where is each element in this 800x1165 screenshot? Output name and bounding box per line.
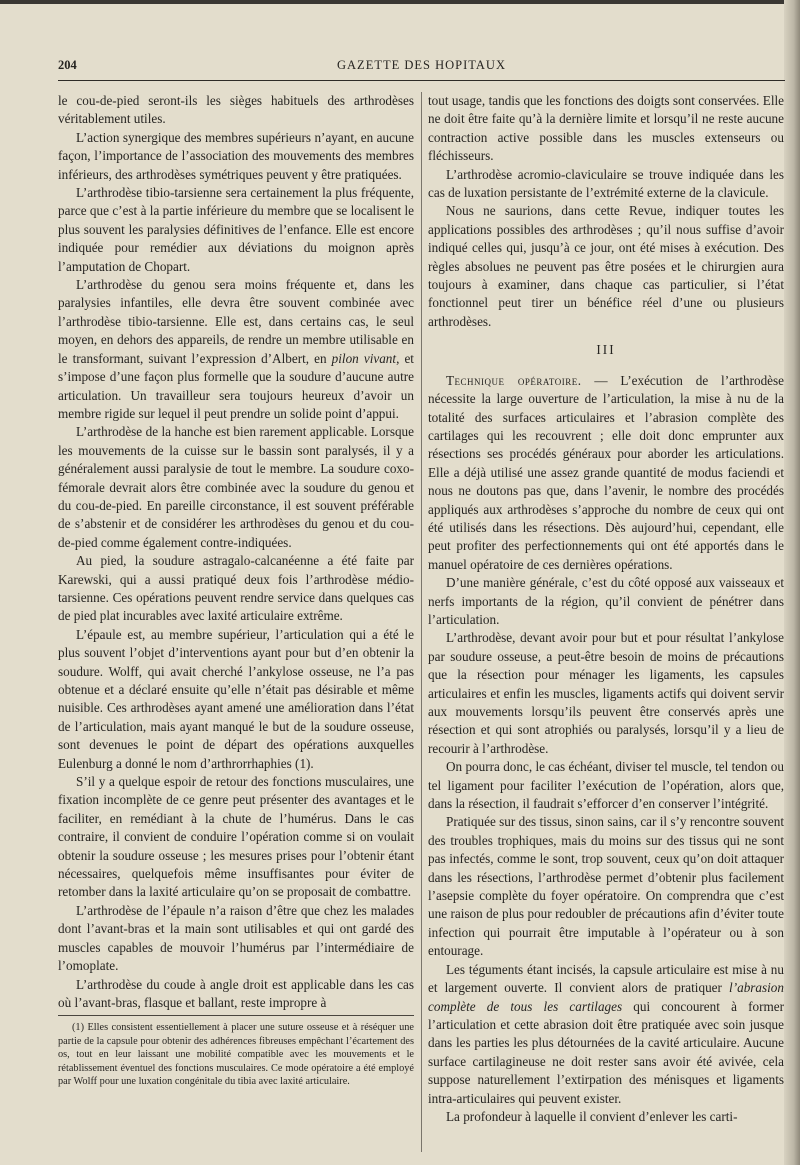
book-spine-shadow — [784, 0, 800, 1165]
paragraph: L’arthrodèse acromio-claviculaire se trouve indiquée dans les cas de luxation persistante de l’extrémité externe de la clavicule. — [428, 166, 784, 201]
text-run: L’arthrodèse du genou sera moins fréquente et, dans les paralysies infantiles, elle devra être souvent combinée avec l’arthrodèse tibio-tarsienne. Elle est, dans certains cas, le seul moyen, en dehors des appareils, de rendre un membre utilisable en le transformant, suivant l’expression d’Albert, en — [58, 277, 414, 366]
paragraph: D’une manière générale, c’est du côté opposé aux vaisseaux et nerfs importants de la région, qu’il convient de pénétrer dans l’articulation. — [428, 575, 784, 627]
paragraph: On pourra donc, le cas échéant, diviser tel muscle, tel tendon ou tel ligament pour faciliter l’exécution de l’opération, alors que, dans la résection, il faudrait s’efforcer d’en conserver l’intégrité. — [428, 759, 784, 812]
paragraph: Au pied, la soudure astragalo-calcanéenne a été faite par Karewski, qui a aussi pratiqué deux fois l’arthrodèse médio-tarsienne. Ces opérations peuvent rendre service dans quelques cas de pied plat incurables avec laxité articulaire extrême. — [58, 553, 414, 624]
section-heading: Technique opératoire. — [446, 372, 582, 388]
text-run: — L’exécution de l’arthrodèse nécessite la large ouverture de l’articulation, la mise à nu de la totalité des surfaces articulaires et l’abrasion complète des cartilages qui les recouvrent ; elle doit donc emprunter aux résections ses procédés généraux pour aborder les articulations. Elle a déjà utilisé une assez grande quantité de modus faciendi et nous ne doutons pas que, dans l’avenir, le nombre des procédés appliqués aux arthrodèses s’approche du nombre de ceux qui ont été utilisés dans les résections. Dès aujourd’hui, cependant, elle peut profiter des perfectionnements qui ont été apportés dans le manuel opératoire de ces dernières opérations. — [428, 372, 785, 572]
header-rule — [58, 80, 785, 81]
footnote — [58, 1021, 414, 1089]
paragraph: L’arthrodèse tibio-tarsienne sera certainement la plus fréquente, parce que c’est à la partie inférieure du membre que se localisent le plus souvent les paralysies définitives de l’enfance. Elle est encore indiquée pour remédier aux déviations du moignon après l’amputation de Chopart. — [58, 185, 414, 274]
paragraph: La profondeur à laquelle il convient d’enlever les carti- — [446, 1108, 738, 1124]
page-header — [58, 58, 785, 78]
column-divider — [421, 92, 422, 1152]
right-column — [428, 92, 784, 1126]
text-run: qui concourent à former l’articulation et cette abrasion doit être pratiquée avec soin jusque dans les parties les plus détournées de la cavité articulaire. Aucune surface cartilagineuse ne doit rester sans avoir été avivée, cela suppose naturellement l’extirpation des ménisques et ligaments intra-articulaires qui peuvent exister. — [428, 998, 784, 1106]
paragraph: L’arthrodèse, devant avoir pour but et pour résultat l’ankylose par soudure osseuse, a peut-être besoin de moins de précautions que la résection pour ménager les ligaments, les capsules articulaires et enfin les muscles, ligaments actifs qui doivent servir aux mouvements lorsqu’ils peuvent être conservés après une résection et qui sont atrophiés ou paralysés, lorsqu’il y a lieu de recourir à l’arthrodèse. — [428, 630, 784, 756]
text-run: , et s’impose d’une façon plus formelle que la soudure d’aucune autre articulation. Un travailleur sera toujours heureux d’avoir un membre rigide sur lequel il peut prendre un solide point d’appui. — [58, 350, 414, 421]
paragraph: Pratiquée sur des tissus, sinon sains, car il s’y rencontre souvent des troubles trophiques, mais du moins sur des tissus qui ne sont pas infectés, comme le sont, trop souvent, ceux qu’on doit attaquer dans les résections, l’arthrodèse permet d’obtenir plus facilement l’asepsie complète du foyer opératoire. On comprendra que c’est une raison de plus pour redoubler de précautions afin d’éviter toute infection qui pourrait être imputable à l’opérateur ou à son entourage. — [428, 814, 784, 959]
paragraph — [428, 372, 784, 574]
paragraph: L’arthrodèse du coude à angle droit est applicable dans les cas où l’avant-bras, flasque et ballant, reste impropre à — [58, 976, 414, 1010]
paragraph: Nous ne saurions, dans cette Revue, indiquer toutes les applications possibles des arthrodèses ; qu’il nous suffise d’avoir indiqué celles qui, jusqu’à ce jour, ont été mises à exécution. Des règles absolues ne peuvent pas être posées et le chirurgien aura toujours à examiner, dans chaque cas particulier, si l’état fonctionnel peut tirer un bénéfice réel d’une ou plusieurs arthrodèses. — [428, 203, 784, 329]
running-title: GAZETTE DES HOPITAUX — [337, 58, 506, 72]
footnote-text: (1) Elles consistent essentiellement à placer une suture osseuse et à réséquer une partie de la capsule pour obtenir des adhérences fibreuses empêchant l’écartement des os, tout en leur laissant une mobilité compatible avec les mouvements et le rétablissement éventuel des fonctions musculaires. Ce mode opératoire a été employé par Wolff pour une luxation congénitale du tibia avec laxité articulaire. — [58, 1022, 414, 1088]
italic-text: l’abrasion complète de tous les cartilages — [428, 980, 784, 1014]
italic-text: pilon vivant — [331, 350, 397, 366]
paragraph: L’arthrodèse de l’épaule n’a raison d’être que chez les malades dont l’avant-bras et la main sont utilisables et qui ont gardé des muscles capables de mouvoir l’humérus par l’intermédiaire de l’omoplate. — [58, 902, 414, 974]
page-number: 204 — [58, 58, 77, 72]
paragraph: L’épaule est, au membre supérieur, l’articulation qui a été le plus souvent l’objet d’interventions ayant pour but d’en obtenir la soudure. Wolff, qui avait cherché l’ankylose osseuse, ne l’a pas obtenue et a déclaré ensuite qu’elle n’était pas désirable et même nuisible. Ces arthrodèses ayant amené une amélioration dans l’état de l’articulation, mais ayant manqué le but de la soudure osseuse, sont devenues le point de départ des opérations auxquelles Eulenburg a donné le nom d’arthrorrhaphies (1). — [58, 626, 414, 771]
footnote-rule — [58, 1015, 414, 1016]
text-run: Les téguments étant incisés, la capsule articulaire est mise à nu et largement ouverte. Il convient alors de pratiquer — [428, 961, 784, 996]
paragraph: L’arthrodèse de la hanche est bien rarement applicable. Lorsque les mouvements de la cuisse sur le bassin sont paralysés, il y a généralement aussi paralysie de tout le membre. La soudure coxo-fémorale devrait alors être combinée avec la soudure du genou et du cou-de-pied. En pareille circonstance, il est souvent préférable de s’abstenir et de considérer les arthrodèses du genou et du cou-de-pied comme également contre-indiquées. — [58, 424, 414, 550]
paragraph — [428, 961, 784, 1108]
paragraph: S’il y a quelque espoir de retour des fonctions musculaires, une fixation incomplète de ce genre peut présenter des avantages et le faciliter, en remédiant à la chute de l’humérus. Dans le cas contraire, il convient de conduire l’opération comme si on voulait obtenir la soudure osseuse ; les mesures prises pour l’obtenir étant nécessaires, quelquefois même insuffisantes pour éviter de retomber dans la laxité articulaire qu’on se proposait de combattre. — [58, 774, 414, 900]
paragraph — [58, 276, 414, 423]
section-number: III — [596, 342, 616, 358]
paragraph: tout usage, tandis que les fonctions des doigts sont conservées. Elle ne doit être faite qu’à la dernière limite et lorsqu’il ne reste aucune contraction active possible dans les muscles extenseurs ou fléchisseurs. — [428, 93, 784, 164]
page-top-edge — [0, 0, 800, 4]
left-column — [58, 92, 414, 1012]
paragraph: L’action synergique des membres supérieurs n’ayant, en aucune façon, l’importance de l’association des mouvements des membres inférieurs, des arthrodèses symétriques peuvent y être pratiquées. — [58, 129, 414, 182]
paragraph: le cou-de-pied seront-ils les sièges habituels des arthrodèses véritablement utiles. — [58, 93, 414, 127]
